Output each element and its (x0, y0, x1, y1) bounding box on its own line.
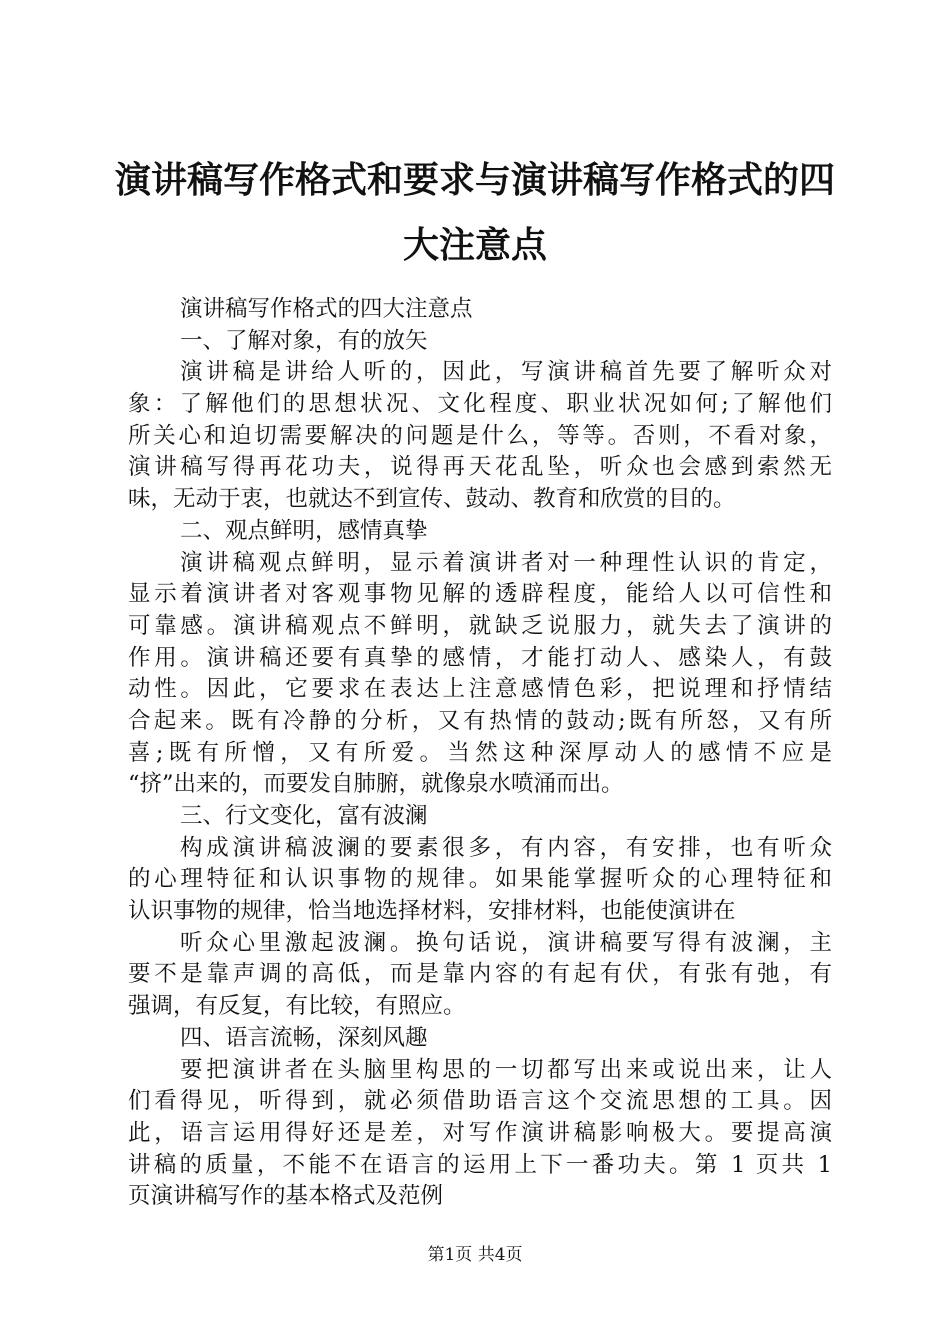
document-title-line-2: 大注意点 (402, 224, 547, 266)
body-line: 一、了解对象，有的放矢 (180, 327, 428, 354)
body-line: 所关心和迫切需要解决的问题是什么，等等。否则，不看对象， (128, 422, 832, 449)
body-line: 的心理特征和认识事物的规律。如果能掌握听众的心理特征和 (128, 866, 832, 893)
document-body (128, 294, 832, 1213)
page-footer: 第1页 共4页 (427, 1245, 523, 1265)
body-line: 构成演讲稿波澜的要素很多，有内容，有安排，也有听众 (180, 834, 832, 861)
body-line: 喜;既有所憎，又有所爱。当然这种深厚动人的感情不应是 (128, 739, 832, 766)
body-line: 合起来。既有冷静的分析，又有热情的鼓动;既有所怒，又有所 (128, 707, 832, 734)
body-line: 象：了解他们的思想状况、文化程度、职业状况如何;了解他们 (128, 391, 832, 418)
body-line: 三、行文变化，富有波澜 (180, 803, 428, 829)
body-line: 演讲稿是讲给人听的，因此，写演讲稿首先要了解听众对 (180, 359, 832, 386)
document-title-line-1: 演讲稿写作格式和要求与演讲稿写作格式的四 (114, 159, 835, 201)
body-line: 此，语言运用得好还是差，对写作演讲稿影响极大。要提高演 (128, 1119, 832, 1146)
body-line: 听众心里激起波澜。换句话说，演讲稿要写得有波澜，主 (180, 929, 832, 956)
body-line: 味，无动于衷，也就达不到宣传、鼓动、教育和欣赏的目的。 (128, 486, 736, 513)
body-line: 二、观点鲜明，感情真挚 (180, 517, 428, 544)
body-line: 要把演讲者在头脑里构思的一切都写出来或说出来，让人 (180, 1056, 832, 1083)
body-line: 演讲稿观点鲜明，显示着演讲者对一种理性认识的肯定， (180, 549, 832, 576)
body-line: 演讲稿写作格式的四大注意点 (180, 296, 473, 322)
body-line: 强调，有反复，有比较，有照应。 (128, 993, 466, 1020)
body-line: 显示着演讲者对客观事物见解的透辟程度，能给人以可信性和 (128, 581, 832, 608)
body-line: 要不是靠声调的高低，而是靠内容的有起有伏，有张有弛，有 (128, 961, 832, 988)
body-line: 动性。因此，它要求在表达上注意感情色彩，把说理和抒情结 (128, 676, 832, 703)
body-line: 可靠感。演讲稿观点不鲜明，就缺乏说服力，就失去了演讲的 (128, 612, 832, 639)
body-line: 作用。演讲稿还要有真挚的感情，才能打动人、感染人，有鼓 (128, 644, 832, 671)
body-line: 演讲稿写得再花功夫，说得再天花乱坠，听众也会感到索然无 (128, 454, 832, 481)
body-line: 们看得见，听得到，就必须借助语言这个交流思想的工具。因 (128, 1088, 832, 1115)
body-line: 页演讲稿写作的基本格式及范例 (128, 1183, 444, 1210)
body-line: 四、语言流畅，深刻风趣 (180, 1024, 428, 1051)
body-line: “挤”出来的，而要发自肺腑，就像泉水喷涌而出。 (128, 771, 624, 798)
body-line: 认识事物的规律，恰当地选择材料，安排材料，也能使演讲在 (128, 898, 736, 925)
body-line: 讲稿的质量，不能不在语言的运用上下一番功夫。第 1 页共 1 (128, 1151, 832, 1178)
